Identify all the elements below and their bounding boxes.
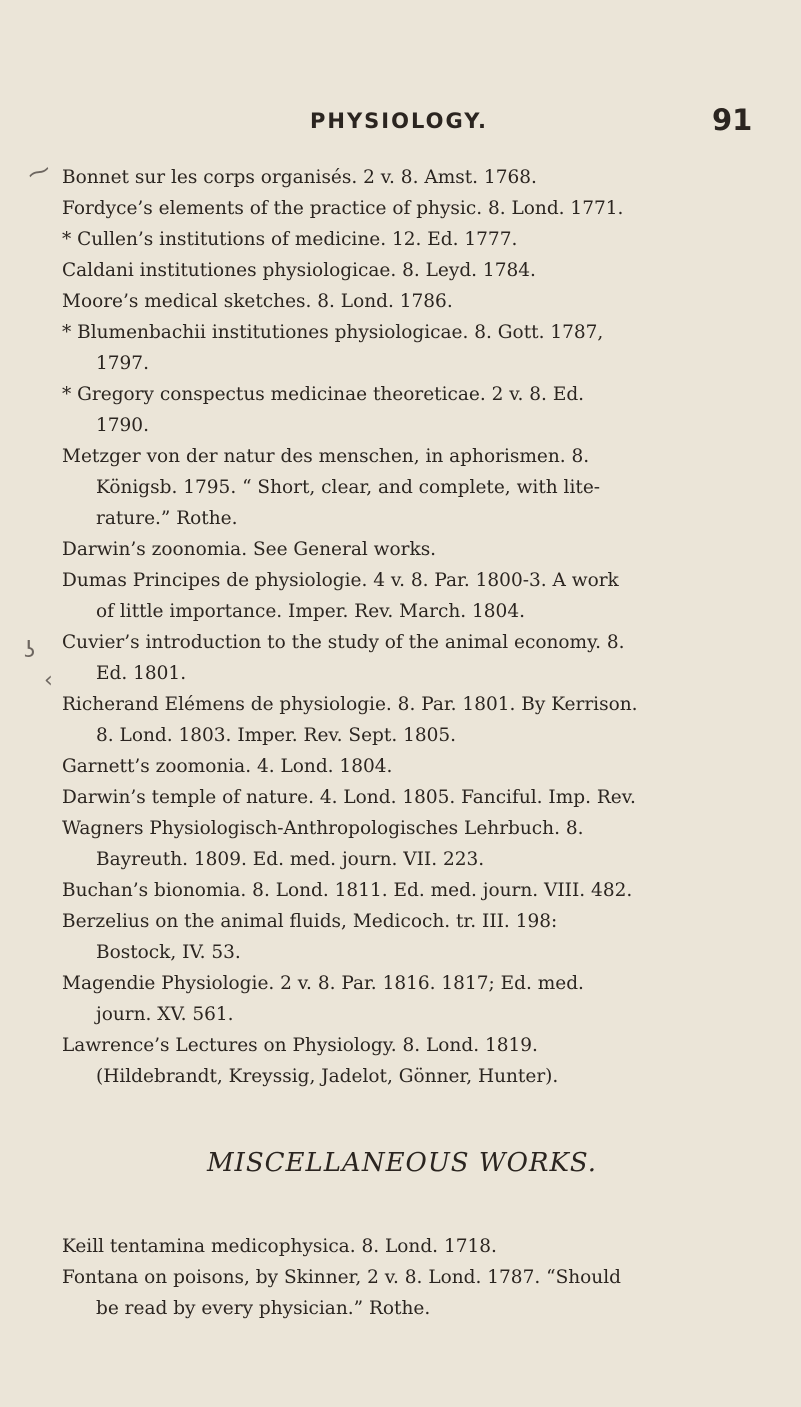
physiology-entries bbox=[62, 162, 782, 1092]
entry-line: Wagners Physiologisch-Anthropologisches Lehrbuch. 8. bbox=[62, 818, 584, 839]
bibliography-entry bbox=[62, 565, 782, 627]
entry-continuation-line: Ed. 1801. bbox=[96, 663, 187, 684]
bibliography-entry bbox=[62, 379, 782, 441]
bibliography-entry bbox=[62, 224, 782, 255]
section-heading: MISCELLANEOUS WORKS. bbox=[206, 1148, 598, 1178]
entry-continuation-line: 1797. bbox=[96, 353, 149, 374]
entry-line: Bonnet sur les corps organisés. 2 v. 8. Amst. 1768. bbox=[62, 167, 537, 188]
entry-line: * Gregory conspectus medicinae theoreticae. 2 v. 8. Ed. bbox=[62, 384, 585, 405]
entry-line: Buchan’s bionomia. 8. Lond. 1811. Ed. med. journ. VIII. 482. bbox=[62, 880, 633, 901]
entry-line: Magendie Physiologie. 2 v. 8. Par. 1816. 1817; Ed. med. bbox=[62, 973, 584, 994]
entry-continuation-line: of little importance. Imper. Rev. March. 1804. bbox=[96, 601, 525, 622]
entry-continuation-line: Bayreuth. 1809. Ed. med. journ. VII. 223. bbox=[96, 849, 485, 870]
bibliography-entry bbox=[62, 968, 782, 1030]
bibliography-entry bbox=[62, 906, 782, 968]
entry-continuation-line: 1790. bbox=[96, 415, 149, 436]
pencil-mark-icon: ʖ bbox=[24, 638, 36, 663]
entry-line: * Blumenbachii institutiones physiologicae. 8. Gott. 1787, bbox=[62, 322, 604, 343]
entry-line: Darwin’s temple of nature. 4. Lond. 1805. Fanciful. Imp. Rev. bbox=[62, 787, 636, 808]
entry-continuation-line: (Hildebrandt, Kreyssig, Jadelot, Gönner, Hunter). bbox=[96, 1066, 559, 1087]
pencil-mark-icon: ⁓ bbox=[24, 156, 54, 189]
page-number: 91 bbox=[712, 103, 753, 137]
entry-line: Berzelius on the animal fluids, Medicoch. tr. III. 198: bbox=[62, 911, 558, 932]
entry-line: Metzger von der natur des menschen, in aphorismen. 8. bbox=[62, 446, 590, 467]
entry-line: * Cullen’s institutions of medicine. 12. Ed. 1777. bbox=[62, 229, 518, 250]
bibliography-entry bbox=[62, 751, 782, 782]
entry-line: Dumas Principes de physiologie. 4 v. 8. Par. 1800-3. A work bbox=[62, 570, 619, 591]
bibliography-entry bbox=[62, 1231, 782, 1262]
entry-continuation-line: journ. XV. 561. bbox=[96, 1004, 234, 1025]
bibliography-entry bbox=[62, 193, 782, 224]
entry-line: Darwin’s zoonomia. See General works. bbox=[62, 539, 437, 560]
bibliography-entry bbox=[62, 1262, 782, 1324]
entry-continuation-line: rature.” Rothe. bbox=[96, 508, 238, 529]
bibliography-entry bbox=[62, 286, 782, 317]
entry-line: Lawrence’s Lectures on Physiology. 8. Lond. 1819. bbox=[62, 1035, 538, 1056]
bibliography-list bbox=[62, 162, 782, 1324]
entry-continuation-line: 8. Lond. 1803. Imper. Rev. Sept. 1805. bbox=[96, 725, 457, 746]
entry-line: Richerand Elémens de physiologie. 8. Par. 1801. By Kerrison. bbox=[62, 694, 638, 715]
entry-line: Caldani institutiones physiologicae. 8. Leyd. 1784. bbox=[62, 260, 536, 281]
bibliography-entry bbox=[62, 317, 782, 379]
entry-line: Fontana on poisons, by Skinner, 2 v. 8. Lond. 1787. “Should bbox=[62, 1267, 621, 1288]
entry-line: Cuvier’s introduction to the study of the animal economy. 8. bbox=[62, 632, 625, 653]
bibliography-entry bbox=[62, 441, 782, 534]
bibliography-entry bbox=[62, 162, 782, 193]
entry-line: Moore’s medical sketches. 8. Lond. 1786. bbox=[62, 291, 453, 312]
bibliography-entry bbox=[62, 875, 782, 906]
entry-continuation-line: Bostock, IV. 53. bbox=[96, 942, 241, 963]
bibliography-entry bbox=[62, 534, 782, 565]
miscellaneous-entries bbox=[62, 1231, 782, 1324]
entry-line: Fordyce’s elements of the practice of physic. 8. Lond. 1771. bbox=[62, 198, 624, 219]
bibliography-entry bbox=[62, 813, 782, 875]
bibliography-entry bbox=[62, 782, 782, 813]
page-header bbox=[0, 103, 801, 143]
entry-continuation-line: Königsb. 1795. “ Short, clear, and complete, with lite- bbox=[96, 477, 601, 498]
bibliography-entry bbox=[62, 255, 782, 286]
bibliography-entry bbox=[62, 1030, 782, 1092]
entry-line: Garnett’s zoomonia. 4. Lond. 1804. bbox=[62, 756, 393, 777]
pencil-arrow-icon: ‹ bbox=[44, 668, 53, 693]
entry-line: Keill tentamina medicophysica. 8. Lond. 1718. bbox=[62, 1236, 497, 1257]
bibliography-entry bbox=[62, 689, 782, 751]
running-title: PHYSIOLOGY. bbox=[310, 109, 488, 133]
entry-continuation-line: be read by every physician.” Rothe. bbox=[96, 1298, 431, 1319]
bibliography-entry bbox=[62, 627, 782, 689]
